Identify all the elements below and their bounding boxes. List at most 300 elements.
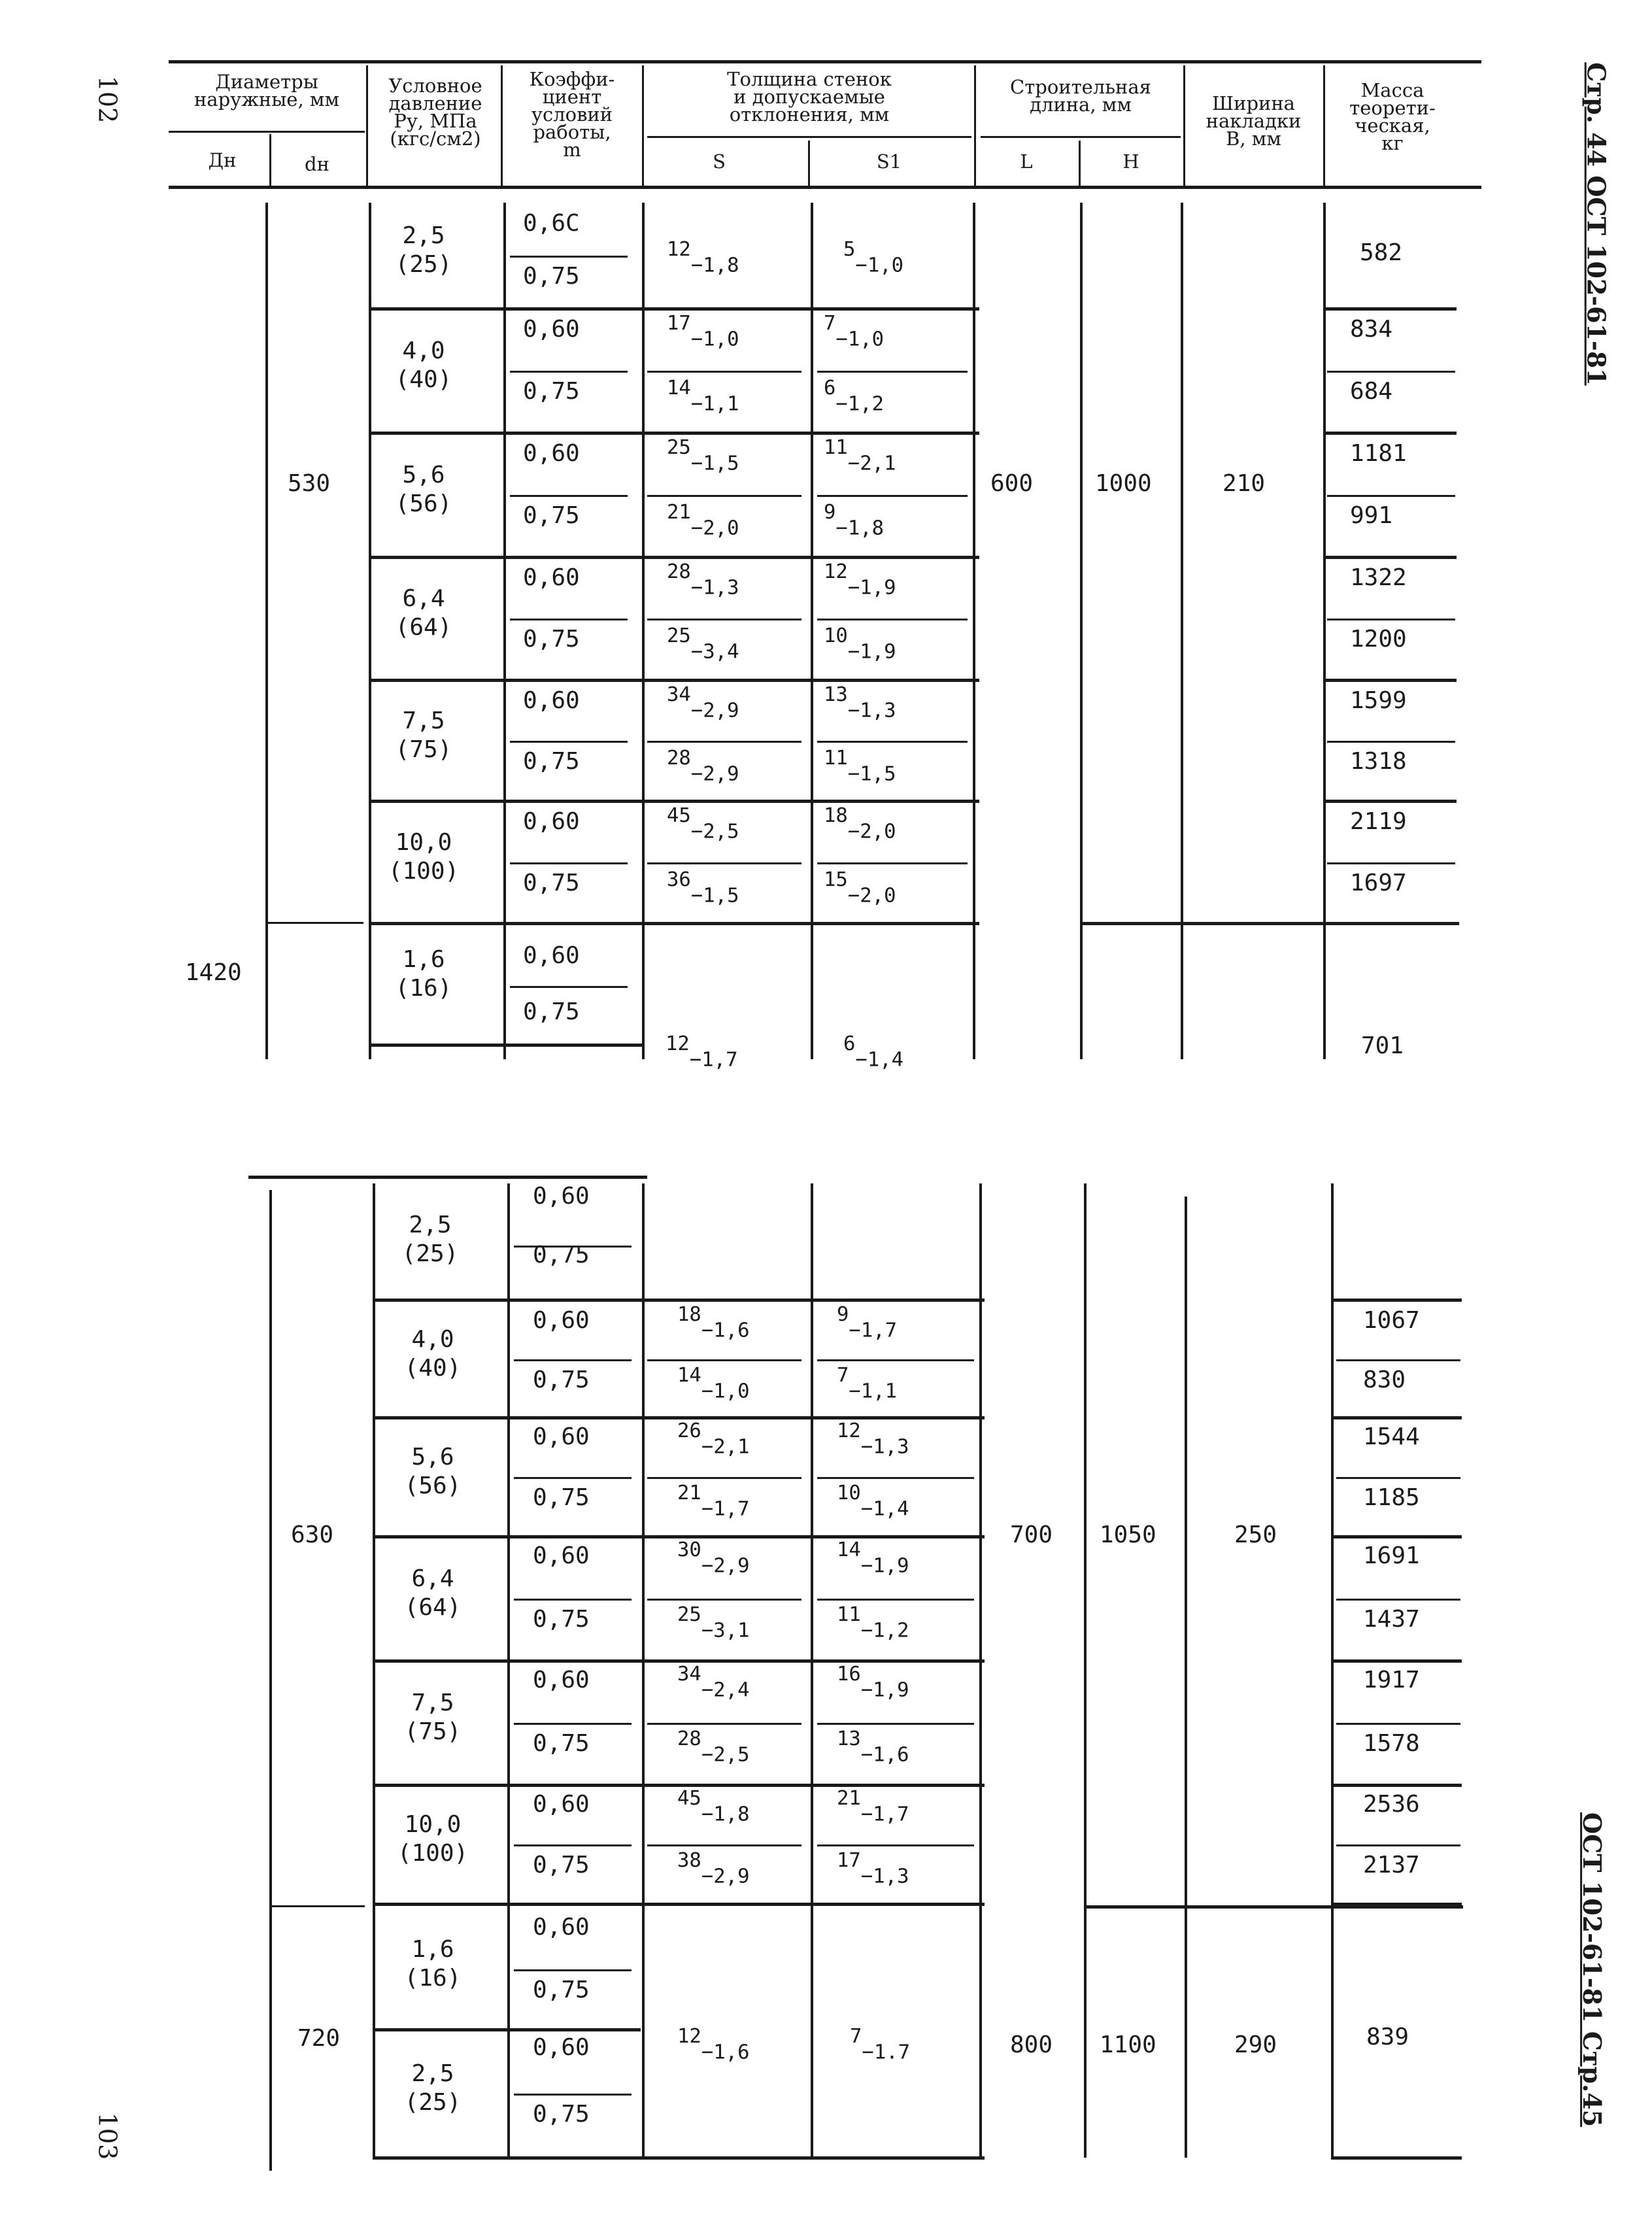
coefficient-value: 0,75 bbox=[533, 2101, 590, 2128]
header-top-rule bbox=[169, 60, 1481, 63]
thickness-s-value: 12 bbox=[666, 1032, 690, 1055]
thickness-s1-deviation: −1,2 bbox=[860, 1619, 909, 1642]
thickness-s1-value: 7 bbox=[837, 1364, 849, 1387]
length-l: 700 bbox=[1010, 1521, 1053, 1548]
page-number-top: 102 bbox=[93, 75, 122, 124]
mass-value: 1067 bbox=[1363, 1307, 1420, 1334]
thickness-s1-value: 14 bbox=[837, 1538, 861, 1561]
coefficient-value: 0,75 bbox=[533, 1977, 590, 2003]
thickness-s-deviation: −1,8 bbox=[690, 254, 739, 277]
coefficient-value: 0,75 bbox=[523, 626, 580, 653]
thickness-s-value: 28 bbox=[667, 560, 691, 583]
thickness-s-value: 30 bbox=[677, 1538, 701, 1561]
length-h: 1100 bbox=[1100, 2031, 1156, 2058]
pressure-mpa: 10,0 bbox=[404, 1811, 462, 1838]
thickness-s-value: 14 bbox=[667, 377, 691, 399]
thickness-s1 bbox=[824, 438, 896, 474]
thickness-s1-deviation: −1,1 bbox=[849, 1380, 898, 1403]
coefficient-subrule bbox=[510, 256, 628, 258]
mass-value: 1318 bbox=[1350, 747, 1407, 775]
mass-group-rule bbox=[1331, 1299, 1462, 1302]
thickness-s1-value: 12 bbox=[824, 560, 848, 583]
thickness-s bbox=[667, 503, 739, 539]
coefficient-value: 0,60 bbox=[523, 808, 580, 835]
thickness-subrule bbox=[647, 1599, 801, 1601]
thickness-s1 bbox=[824, 746, 896, 785]
thickness-s-deviation: −1,0 bbox=[701, 1380, 750, 1403]
thickness-s bbox=[667, 870, 739, 906]
coefficient-subrule bbox=[514, 1477, 632, 1479]
pressure-mpa: 5,6 bbox=[411, 1444, 454, 1470]
header-subrule bbox=[981, 136, 1181, 138]
coefficient-subrule bbox=[510, 986, 628, 988]
coefficient-value: 0,60 bbox=[533, 1307, 590, 1334]
mass-subrule bbox=[1327, 371, 1455, 373]
header-subrule bbox=[647, 136, 971, 138]
thickness-s1 bbox=[837, 1540, 909, 1576]
mass-value: 991 bbox=[1350, 502, 1393, 529]
side-label-top: Стр. 44 ОСТ 102-61-81 bbox=[1581, 62, 1611, 386]
pressure-kgf: (64) bbox=[404, 1594, 462, 1621]
thickness-column-line bbox=[642, 203, 645, 1059]
header-divider bbox=[501, 65, 503, 186]
mass-value: 1599 bbox=[1350, 687, 1407, 714]
thickness-s-deviation: −1,1 bbox=[690, 392, 739, 416]
thickness-s bbox=[677, 1305, 750, 1341]
thickness-s1-deviation: −1,4 bbox=[860, 1497, 909, 1521]
header-bottom-rule bbox=[169, 186, 1481, 189]
row-group-rule bbox=[369, 679, 979, 682]
coefficient-column-line bbox=[507, 1183, 510, 2158]
thickness-s1 bbox=[837, 1366, 897, 1402]
header-subrule bbox=[169, 131, 365, 133]
pressure-mpa: 6,4 bbox=[402, 585, 445, 612]
length-l: 600 bbox=[990, 470, 1034, 497]
pressure-column-line bbox=[373, 1183, 375, 2158]
coefficient-value: 0,75 bbox=[533, 1730, 590, 1757]
mass-value: 1437 bbox=[1363, 1606, 1420, 1633]
thickness-s1 bbox=[837, 1305, 897, 1341]
thickness-subrule bbox=[647, 495, 801, 497]
thickness-s1-deviation: −1,3 bbox=[860, 1865, 909, 1888]
mass-subrule bbox=[1336, 1723, 1460, 1725]
mass-bottom-rule bbox=[1331, 2156, 1462, 2160]
header-l: L bbox=[1020, 150, 1033, 173]
pressure-kgf: (16) bbox=[404, 1965, 462, 1992]
thickness-s1-value: 15 bbox=[824, 868, 848, 891]
columns-end-rule bbox=[1084, 1905, 1463, 1909]
thickness-s1 bbox=[843, 1034, 903, 1070]
thickness-subrule bbox=[647, 371, 801, 373]
mass-value: 1691 bbox=[1363, 1542, 1420, 1569]
thickness-s1-value: 7 bbox=[850, 2025, 862, 2048]
thickness-s1 bbox=[843, 240, 903, 276]
thickness-s1-deviation: −1,7 bbox=[849, 1319, 898, 1342]
thickness-s1 bbox=[850, 2027, 910, 2063]
thickness-s1-value: 6 bbox=[824, 377, 836, 399]
thickness-s bbox=[667, 314, 739, 350]
thickness-s1-value: 21 bbox=[837, 1787, 861, 1810]
mass-value: 839 bbox=[1366, 2024, 1409, 2050]
mass-group-rule bbox=[1331, 1416, 1462, 1419]
thickness-s-value: 34 bbox=[677, 1663, 701, 1686]
coefficient-value: 0,75 bbox=[533, 1484, 590, 1511]
pressure-kgf: (75) bbox=[404, 1718, 462, 1745]
header-divider bbox=[642, 65, 644, 186]
thickness-s1-value: 5 bbox=[843, 238, 856, 261]
row-group-rule bbox=[369, 1044, 642, 1047]
thickness-s1-deviation: −1,0 bbox=[835, 328, 885, 351]
row-group-rule bbox=[369, 556, 979, 559]
pressure-mpa: 1,6 bbox=[402, 946, 445, 973]
pressure-mpa: 2,5 bbox=[411, 2060, 454, 2087]
s-column-line bbox=[811, 1183, 813, 2158]
mass-subrule bbox=[1336, 1477, 1460, 1479]
coefficient-value: 0,60 bbox=[523, 687, 580, 714]
mass-value: 1578 bbox=[1363, 1730, 1420, 1757]
thickness-subrule bbox=[817, 619, 968, 620]
thickness-s-deviation: −2,0 bbox=[690, 517, 739, 540]
header-pressure: Условное давление Pу, МПа (кгс/см2) bbox=[388, 75, 482, 150]
header-diameters: Диаметры наружные, мм bbox=[194, 71, 340, 110]
thickness-s1 bbox=[824, 806, 896, 842]
thickness-s-deviation: −2,5 bbox=[701, 1743, 750, 1767]
pressure-mpa: 2,5 bbox=[409, 1212, 452, 1238]
row-group-rule bbox=[369, 922, 979, 925]
thickness-s1-value: 18 bbox=[824, 804, 848, 827]
pressure-mpa: 1,6 bbox=[411, 1936, 454, 1963]
width-b: 210 bbox=[1222, 470, 1266, 497]
mass-value: 1917 bbox=[1363, 1667, 1420, 1693]
thickness-subrule bbox=[817, 1359, 974, 1361]
thickness-subrule bbox=[647, 1359, 801, 1361]
thickness-s1-value: 7 bbox=[824, 312, 836, 335]
thickness-s-value: 18 bbox=[677, 1303, 701, 1326]
header-s: S bbox=[713, 150, 726, 173]
pressure-kgf: (40) bbox=[395, 366, 452, 393]
thickness-s1-deviation: −1,3 bbox=[860, 1435, 909, 1459]
thickness-s-deviation: −1,3 bbox=[690, 576, 739, 600]
pressure-mpa: 6,4 bbox=[411, 1565, 454, 1592]
thickness-s bbox=[667, 438, 739, 474]
thickness-s1 bbox=[824, 562, 896, 598]
header-coefficient: Коэффи- циент условий работы, m bbox=[529, 68, 615, 161]
thickness-s1-deviation: −1.7 bbox=[862, 2041, 911, 2064]
header-divider bbox=[1079, 141, 1081, 186]
mass-subrule bbox=[1336, 1844, 1460, 1846]
side-label-bottom: ОСТ 102-61-81 Стр.45 bbox=[1577, 1812, 1608, 2128]
coefficient-value: 0,60 bbox=[533, 1183, 590, 1210]
coefficient-value: 0,60 bbox=[523, 440, 580, 467]
pressure-kgf: (25) bbox=[404, 2089, 462, 2116]
width-b: 290 bbox=[1234, 2031, 1277, 2058]
dn-end-rule bbox=[265, 922, 363, 924]
coefficient-subrule bbox=[514, 2094, 632, 2096]
thickness-subrule bbox=[817, 741, 968, 743]
coefficient-subrule bbox=[514, 1723, 632, 1725]
thickness-s bbox=[677, 1366, 750, 1402]
thickness-s1-deviation: −1,8 bbox=[835, 517, 885, 540]
header-divider bbox=[269, 134, 271, 186]
pressure-kgf: (64) bbox=[395, 614, 452, 641]
s1-column-line bbox=[973, 203, 975, 1059]
thickness-s-deviation: −2,5 bbox=[690, 820, 739, 843]
row-group-rule bbox=[369, 432, 979, 435]
thickness-subrule bbox=[647, 741, 801, 743]
mass-subrule bbox=[1327, 495, 1455, 497]
header-h: H bbox=[1122, 150, 1139, 173]
thickness-s-deviation: −2,9 bbox=[701, 1554, 750, 1578]
pressure-kgf: (75) bbox=[395, 736, 452, 763]
mass-value: 834 bbox=[1350, 316, 1393, 343]
dn-column-line bbox=[265, 203, 268, 1059]
thickness-s-deviation: −2,9 bbox=[690, 699, 739, 722]
thickness-s1-deviation: −1,3 bbox=[847, 699, 896, 722]
thickness-s1-deviation: −2,0 bbox=[847, 820, 896, 843]
pressure-mpa: 4,0 bbox=[411, 1326, 454, 1353]
coefficient-value: 0,75 bbox=[523, 869, 580, 896]
thickness-s bbox=[667, 746, 739, 785]
columns-end-rule bbox=[1080, 922, 1459, 925]
coefficient-value: 0,75 bbox=[523, 502, 580, 529]
mass-value: 1200 bbox=[1350, 626, 1407, 653]
inner-diameter: 530 bbox=[288, 470, 331, 497]
thickness-s bbox=[677, 1789, 750, 1825]
header-length: Строительная длина, мм bbox=[1010, 76, 1151, 116]
thickness-s-deviation: −2,1 bbox=[701, 1435, 750, 1459]
coefficient-subrule bbox=[510, 862, 628, 864]
coefficient-value: 0,60 bbox=[523, 564, 580, 591]
mass-group-rule bbox=[1331, 1659, 1462, 1663]
thickness-s1-value: 10 bbox=[837, 1482, 861, 1504]
mass-group-rule bbox=[1323, 307, 1457, 311]
header-divider bbox=[366, 65, 368, 186]
coefficient-value: 0,60 bbox=[523, 942, 580, 969]
header-divider bbox=[1323, 65, 1325, 186]
thickness-s-deviation: −2,9 bbox=[701, 1865, 750, 1888]
page-number-bottom: 103 bbox=[93, 2112, 122, 2160]
thickness-s1-deviation: −1,2 bbox=[835, 392, 885, 416]
mass-group-rule bbox=[1331, 1784, 1462, 1787]
thickness-s1-deviation: −1,9 bbox=[847, 640, 896, 664]
thickness-subrule bbox=[817, 1723, 974, 1725]
header-mass: Масса теорети- ческая, кг bbox=[1349, 79, 1436, 154]
row-group-rule bbox=[373, 1299, 985, 1302]
thickness-s bbox=[677, 2027, 750, 2063]
coefficient-value: 0,60 bbox=[533, 1914, 590, 1941]
thickness-s-value: 45 bbox=[677, 1787, 701, 1810]
mass-group-rule bbox=[1323, 432, 1457, 435]
mass-value: 684 bbox=[1350, 378, 1393, 405]
coefficient-subrule bbox=[510, 495, 628, 497]
mass-value: 1322 bbox=[1350, 564, 1407, 591]
mass-subrule bbox=[1327, 741, 1455, 743]
thickness-s bbox=[667, 806, 739, 842]
coefficient-value: 0,75 bbox=[533, 1242, 590, 1268]
thickness-s1 bbox=[824, 314, 884, 350]
pressure-kgf: (16) bbox=[395, 975, 452, 1002]
coefficient-subrule bbox=[514, 1844, 632, 1846]
thickness-s-value: 38 bbox=[677, 1849, 701, 1872]
mass-value: 582 bbox=[1360, 239, 1403, 266]
thickness-subrule bbox=[817, 1844, 974, 1846]
coefficient-value: 0,60 bbox=[533, 2034, 590, 2061]
thickness-s-deviation: −3,4 bbox=[690, 640, 739, 664]
thickness-s-deviation: −1,6 bbox=[701, 1319, 750, 1342]
coefficient-subrule bbox=[510, 741, 628, 743]
thickness-s-deviation: −1,5 bbox=[690, 883, 739, 907]
thickness-s-deviation: −1,5 bbox=[690, 452, 739, 475]
length-l: 800 bbox=[1010, 2031, 1053, 2058]
row-group-rule bbox=[373, 1903, 985, 1906]
thickness-s-deviation: −1,7 bbox=[689, 1048, 738, 1072]
coefficient-value: 0,75 bbox=[523, 378, 580, 405]
thickness-s1 bbox=[837, 1605, 909, 1641]
thickness-subrule bbox=[647, 1723, 801, 1725]
coefficient-column-line bbox=[503, 203, 506, 1059]
mass-group-rule bbox=[1323, 800, 1457, 803]
thickness-s1-value: 11 bbox=[837, 1603, 861, 1626]
coefficient-value: 0,60 bbox=[533, 1423, 590, 1450]
mass-group-rule bbox=[1323, 556, 1457, 559]
thickness-s1-value: 11 bbox=[824, 746, 848, 770]
pressure-kgf: (40) bbox=[404, 1355, 462, 1382]
coefficient-subrule bbox=[510, 619, 628, 620]
thickness-s-value: 26 bbox=[677, 1419, 701, 1442]
pressure-mpa: 5,6 bbox=[402, 462, 445, 488]
pressure-mpa: 7,5 bbox=[402, 707, 445, 734]
coefficient-value: 0,60 bbox=[533, 1542, 590, 1569]
thickness-s-value: 25 bbox=[667, 436, 691, 459]
thickness-s1-value: 17 bbox=[837, 1849, 861, 1872]
thickness-s1-deviation: −1,9 bbox=[860, 1554, 909, 1578]
thickness-s-deviation: −1,8 bbox=[701, 1803, 750, 1826]
coefficient-value: 0,75 bbox=[523, 998, 580, 1025]
thickness-s1 bbox=[837, 1851, 909, 1887]
thickness-s-deviation: −1,0 bbox=[690, 328, 739, 351]
l-column-line bbox=[1080, 203, 1083, 1059]
pressure-mpa: 2,5 bbox=[402, 222, 445, 249]
thickness-s-value: 36 bbox=[667, 868, 691, 891]
thickness-subrule bbox=[647, 619, 801, 620]
thickness-s bbox=[667, 379, 739, 415]
length-h: 1000 bbox=[1095, 470, 1152, 497]
mass-subrule bbox=[1327, 862, 1455, 864]
thickness-subrule bbox=[647, 862, 801, 864]
thickness-s1 bbox=[824, 503, 884, 539]
thickness-s1-deviation: −2,0 bbox=[847, 883, 896, 907]
thickness-s-value: 25 bbox=[667, 624, 691, 647]
pressure-mpa: 10,0 bbox=[395, 828, 452, 856]
thickness-s1 bbox=[837, 1665, 909, 1701]
width-b: 250 bbox=[1234, 1521, 1277, 1548]
coefficient-value: 0,75 bbox=[523, 263, 580, 290]
thickness-s-value: 12 bbox=[667, 238, 691, 261]
mass-group-rule bbox=[1323, 679, 1457, 682]
thickness-s bbox=[677, 1729, 750, 1765]
header-width: Ширина накладки B, мм bbox=[1205, 92, 1302, 150]
mass-value: 2119 bbox=[1350, 808, 1407, 835]
coefficient-value: 0,75 bbox=[533, 1852, 590, 1878]
thickness-s1 bbox=[837, 1789, 909, 1825]
thickness-s-deviation: −1,6 bbox=[701, 2041, 750, 2064]
thickness-s-value: 21 bbox=[677, 1482, 701, 1504]
thickness-s1-value: 12 bbox=[837, 1419, 861, 1442]
pressure-kgf: (56) bbox=[395, 490, 452, 517]
header-dn-inner: dн bbox=[305, 153, 329, 175]
thickness-s-deviation: −2,4 bbox=[701, 1678, 750, 1702]
header-s1: S1 bbox=[876, 150, 902, 173]
thickness-s1-deviation: −1,4 bbox=[855, 1048, 904, 1072]
thickness-s-value: 34 bbox=[667, 683, 691, 706]
thickness-subrule bbox=[647, 1844, 801, 1846]
table2-top-rule bbox=[248, 1176, 647, 1179]
thickness-s1-deviation: −1,5 bbox=[847, 762, 896, 785]
pressure-kgf: (25) bbox=[401, 1240, 459, 1267]
coefficient-subrule bbox=[514, 1359, 632, 1361]
row-group-rule bbox=[373, 2028, 641, 2031]
thickness-s bbox=[677, 1421, 750, 1457]
thickness-s1-value: 9 bbox=[837, 1303, 849, 1326]
h-column-line bbox=[1185, 1197, 1187, 2158]
mass-value: 2137 bbox=[1363, 1852, 1420, 1878]
thickness-subrule bbox=[817, 495, 968, 497]
dn-column-line bbox=[269, 1190, 272, 2171]
pressure-mpa: 4,0 bbox=[402, 337, 445, 364]
thickness-s-value: 12 bbox=[677, 2025, 701, 2048]
mass-value: 1697 bbox=[1350, 869, 1407, 896]
mass-value: 1181 bbox=[1350, 440, 1407, 467]
thickness-s-deviation: −3,1 bbox=[701, 1619, 750, 1642]
pressure-column-line bbox=[369, 203, 371, 1059]
thickness-s-value: 14 bbox=[677, 1364, 701, 1387]
thickness-s bbox=[667, 240, 739, 276]
row-group-rule bbox=[369, 307, 979, 311]
mass-value: 1185 bbox=[1363, 1484, 1420, 1511]
coefficient-value: 0,75 bbox=[533, 1606, 590, 1633]
thickness-s1-value: 16 bbox=[837, 1663, 861, 1686]
thickness-s1 bbox=[824, 379, 884, 415]
pressure-mpa: 7,5 bbox=[411, 1690, 454, 1716]
coefficient-subrule bbox=[514, 1599, 632, 1601]
coefficient-value: 0,60 bbox=[523, 316, 580, 343]
coefficient-value: 0,75 bbox=[523, 747, 580, 775]
coefficient-subrule bbox=[510, 371, 628, 373]
thickness-s1-deviation: −1,9 bbox=[860, 1678, 909, 1702]
coefficient-value: 0,60 bbox=[533, 1667, 590, 1693]
s-column-line bbox=[811, 203, 813, 1059]
thickness-s bbox=[667, 685, 739, 721]
pressure-kgf: (25) bbox=[395, 251, 452, 278]
thickness-s-value: 21 bbox=[667, 501, 691, 524]
thickness-s1-deviation: −1,7 bbox=[860, 1803, 909, 1826]
coefficient-value: 0,6C bbox=[523, 210, 580, 237]
header-divider bbox=[974, 65, 976, 186]
mass-value: 2536 bbox=[1363, 1791, 1420, 1818]
thickness-s1 bbox=[837, 1421, 909, 1457]
thickness-subrule bbox=[817, 1599, 974, 1601]
header-divider bbox=[1183, 65, 1185, 186]
length-h: 1050 bbox=[1100, 1521, 1156, 1548]
inner-diameter: 630 bbox=[291, 1521, 334, 1548]
thickness-s1-value: 6 bbox=[843, 1032, 856, 1055]
thickness-s-value: 28 bbox=[677, 1727, 701, 1750]
l-column-line bbox=[1084, 1183, 1087, 2158]
thickness-s-deviation: −2,9 bbox=[690, 762, 739, 785]
thickness-subrule bbox=[817, 1477, 974, 1479]
coefficient-subrule bbox=[514, 1969, 632, 1971]
h-column-line bbox=[1181, 203, 1183, 1059]
